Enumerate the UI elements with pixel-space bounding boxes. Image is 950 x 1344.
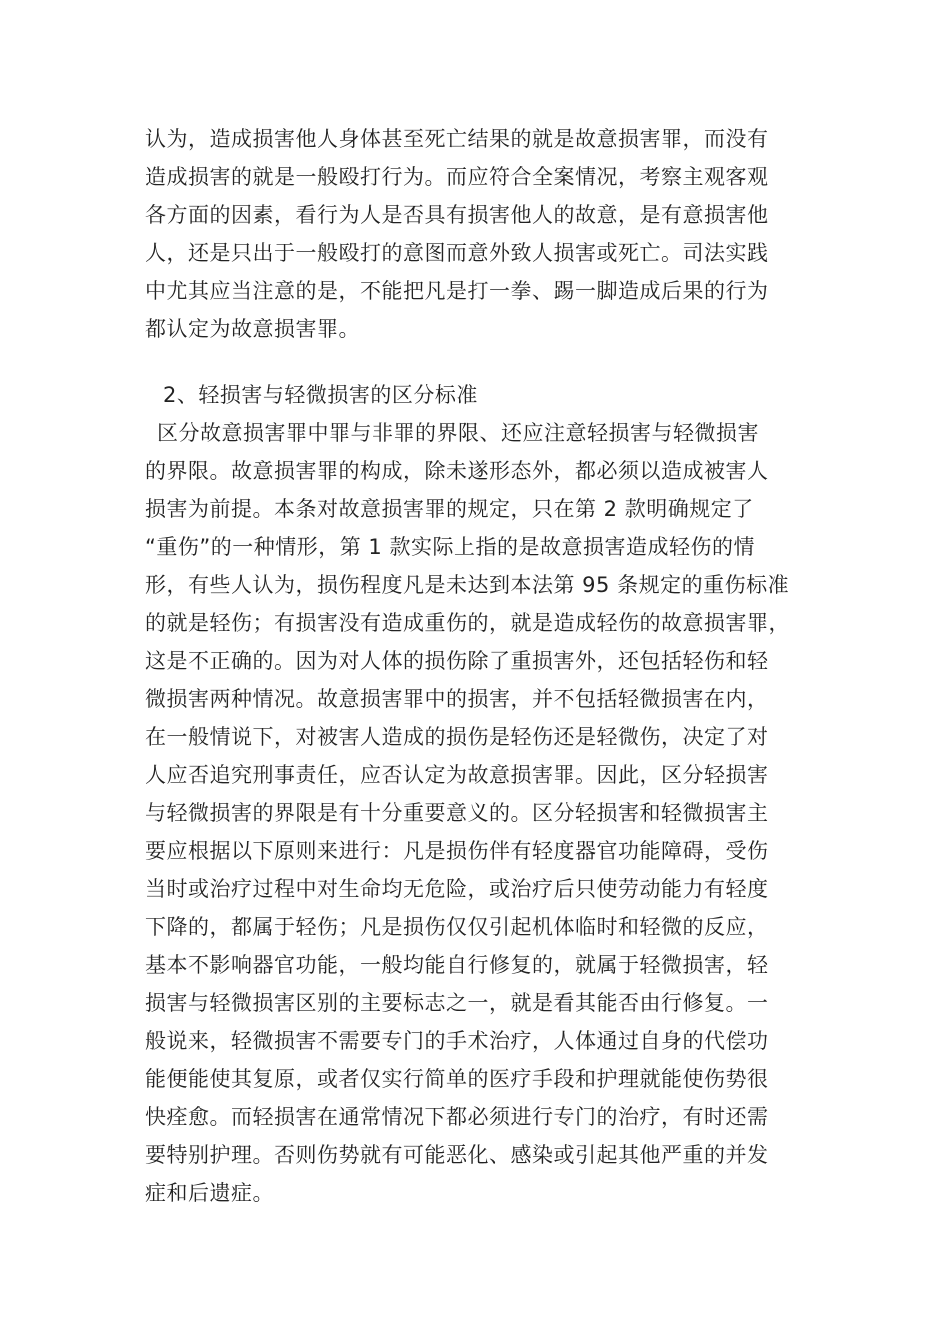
paragraph-line: 要应根据以下原则来进行：凡是损伤伴有轻度器官功能障碍，受伤 [145, 839, 769, 863]
paragraph-line: 都认定为故意损害罪。 [145, 317, 360, 341]
paragraph-line: 症和后遗症。 [145, 1181, 274, 1205]
paragraph-line: 形，有些人认为，损伤程度凡是未达到本法第 95 条规定的重伤标准 [145, 573, 790, 597]
paragraph-line: 与轻微损害的界限是有十分重要意义的。区分轻损害和轻微损害主 [145, 801, 769, 825]
paragraph-line: “重伤”的一种情形，第 1 款实际上指的是故意损害造成轻伤的情 [145, 535, 755, 559]
paragraph-line: 中尤其应当注意的是，不能把凡是打一拳、踢一脚造成后果的行为 [145, 279, 769, 303]
paragraph-line: 造成损害的就是一般殴打行为。而应符合全案情况，考察主观客观 [145, 165, 769, 189]
paragraph-line: 这是不正确的。因为对人体的损伤除了重损害外，还包括轻伤和轻 [145, 649, 769, 673]
paragraph-line: 损害与轻微损害区别的主要标志之一，就是看其能否由行修复。一 [145, 991, 769, 1015]
paragraph-1 [145, 120, 825, 348]
paragraph-line: 各方面的因素，看行为人是否具有损害他人的故意，是有意损害他 [145, 203, 769, 227]
paragraph-line: 当时或治疗过程中对生命均无危险，或治疗后只使劳动能力有轻度 [145, 877, 769, 901]
paragraph-line: 微损害两种情况。故意损害罪中的损害，并不包括轻微损害在内， [145, 687, 769, 711]
paragraph-line: 的就是轻伤；有损害没有造成重伤的，就是造成轻伤的故意损害罪， [145, 611, 790, 635]
paragraph-2 [145, 414, 825, 1212]
paragraph-line: 认为，造成损害他人身体甚至死亡结果的就是故意损害罪，而没有 [145, 127, 769, 151]
paragraph-line: 损害为前提。本条对故意损害罪的规定，只在第 2 款明确规定了 [145, 497, 754, 521]
paragraph-line: 要特别护理。否则伤势就有可能恶化、感染或引起其他严重的并发 [145, 1143, 769, 1167]
paragraph-line: 的界限。故意损害罪的构成，除未遂形态外，都必须以造成被害人 [145, 459, 769, 483]
paragraph-line: 基本不影响器官功能，一般均能自行修复的，就属于轻微损害，轻 [145, 953, 769, 977]
paragraph-line: 下降的，都属于轻伤；凡是损伤仅仅引起机体临时和轻微的反应， [145, 915, 769, 939]
section-heading-text: 2、轻损害与轻微损害的区分标准 [163, 383, 478, 407]
paragraph-line: 般说来，轻微损害不需要专门的手术治疗，人体通过自身的代偿功 [145, 1029, 769, 1053]
paragraph-line: 人，还是只出于一般殴打的意图而意外致人损害或死亡。司法实践 [145, 241, 769, 265]
paragraph-line: 在一般情说下，对被害人造成的损伤是轻伤还是轻微伤，决定了对 [145, 725, 769, 749]
paragraph-line: 区分故意损害罪中罪与非罪的界限、还应注意轻损害与轻微损害 [157, 421, 759, 445]
paragraph-line: 快痊愈。而轻损害在通常情况下都必须进行专门的治疗，有时还需 [145, 1105, 769, 1129]
paragraph-line: 能便能使其复原，或者仅实行简单的医疗手段和护理就能使伤势很 [145, 1067, 769, 1091]
paragraph-line: 人应否追究刑事责任，应否认定为故意损害罪。因此，区分轻损害 [145, 763, 769, 787]
section-heading [145, 376, 825, 414]
